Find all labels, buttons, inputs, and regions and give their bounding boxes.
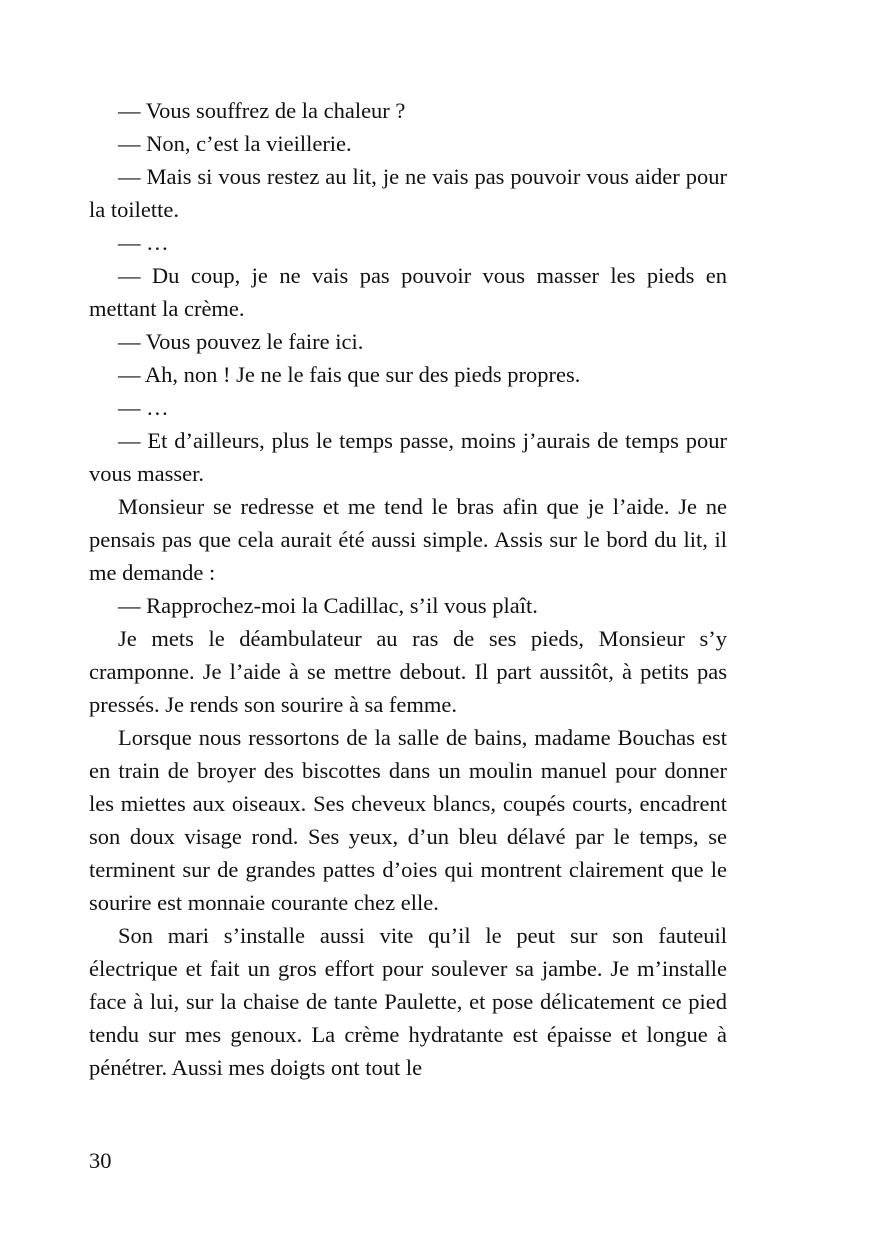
paragraph-1: — Vous souffrez de la chaleur ?	[118, 98, 406, 123]
paragraph-7: — Ah, non ! Je ne le fais que sur des pieds propres.	[118, 362, 581, 387]
paragraph-13: Lorsque nous ressortons de la salle de bains, madame Bouchas est en train de broyer des biscottes dans un moulin manuel pour donner les miettes aux oiseaux. Ses cheveux blancs, coupés courts, encadrent son doux visage rond. Ses yeux, d’un bleu délavé par le temps, se terminent sur de grandes pattes d’oies qui montrent clairement que le sourire est monnaie courante chez elle.	[89, 725, 727, 915]
paragraph-11: — Rapprochez-moi la Cadillac, s’il vous plaît.	[118, 593, 538, 618]
paragraph-14: Son mari s’installe aussi vite qu’il le peut sur son fauteuil électrique et fait un gros effort pour soulever sa jambe. Je m’installe face à lui, sur la chaise de tante Paulette, et pose délicatement ce pied tendu sur mes genoux. La crème hydratante est épaisse et longue à pénétrer. Aussi mes doigts ont tout le	[89, 923, 727, 1080]
paragraph-4: — …	[118, 230, 169, 255]
paragraph-6: — Vous pouvez le faire ici.	[118, 329, 364, 354]
paragraph-9: — Et d’ailleurs, plus le temps passe, moins j’aurais de temps pour vous masser.	[89, 428, 727, 486]
paragraph-2: — Non, c’est la vieillerie.	[118, 131, 352, 156]
page-number: 30	[89, 1148, 112, 1173]
paragraph-10: Monsieur se redresse et me tend le bras afin que je l’aide. Je ne pensais pas que cela aurait été aussi simple. Assis sur le bord du lit, il me demande :	[89, 494, 727, 585]
paragraph-3: — Mais si vous restez au lit, je ne vais pas pouvoir vous aider pour la toilette.	[89, 164, 727, 222]
paragraph-8: — …	[118, 395, 169, 420]
paragraph-5: — Du coup, je ne vais pas pouvoir vous masser les pieds en mettant la crème.	[89, 263, 727, 321]
body-text	[89, 94, 727, 1084]
paragraph-12: Je mets le déambulateur au ras de ses pieds, Monsieur s’y cramponne. Je l’aide à se mettre debout. Il part aussitôt, à petits pas pressés. Je rends son sourire à sa femme.	[89, 626, 727, 717]
